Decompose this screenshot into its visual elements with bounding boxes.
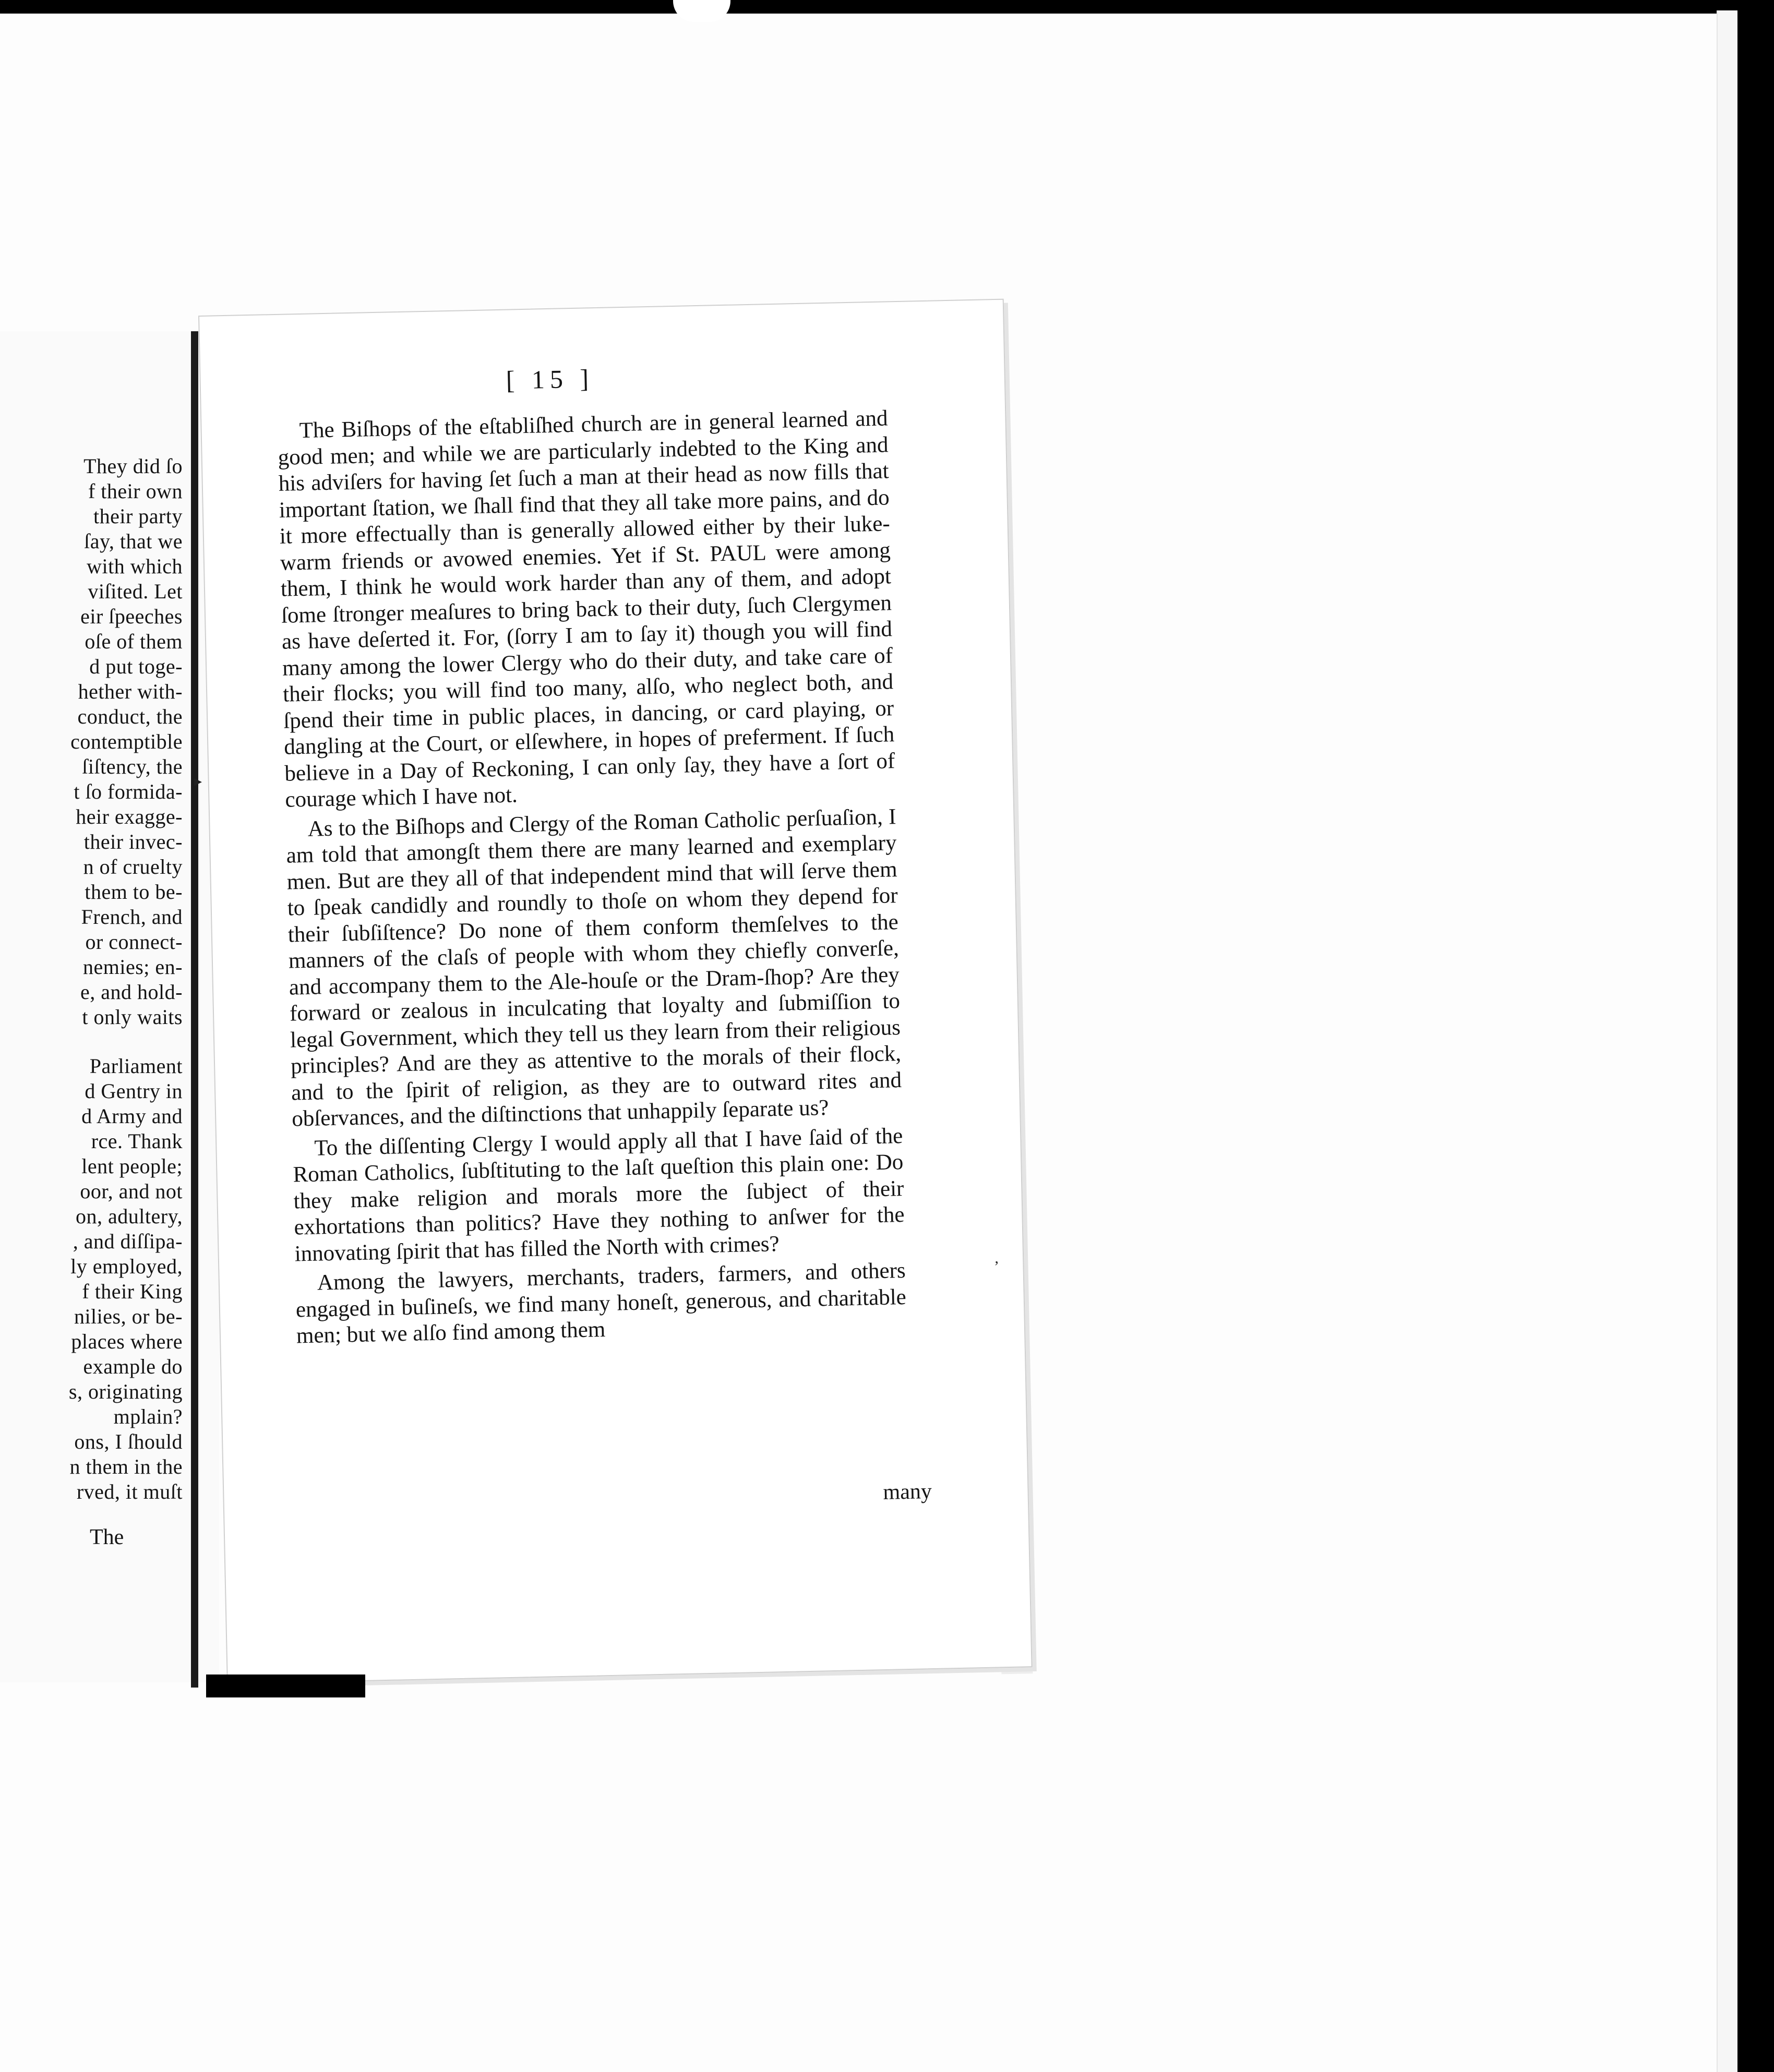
previous-page-line: French, and — [81, 905, 183, 929]
previous-page-line: viſited. Let — [88, 580, 183, 603]
previous-page-line: f their King — [82, 1280, 183, 1303]
previous-page-line: ſay, that we — [84, 529, 183, 553]
binding-tab — [206, 1675, 365, 1697]
previous-page-line: conduct, the — [77, 705, 183, 728]
previous-page-line: heir exagge- — [76, 805, 183, 828]
previous-page-line: rved, it muſt — [76, 1480, 183, 1503]
body-text — [277, 405, 907, 1353]
previous-page-line: ſiſtency, the — [82, 755, 183, 778]
paragraph-roman-catholic-clergy: As to the Biſhops and Clergy of the Roman Catholic perſuaſion, I am told that amongſt them there are many learned and exemplary men. But are they all of that independent mind that will ſerve them to ſpeak candidly and roundly to thoſe on whom they depend for their ſubſiſtence? Do none of them conform themſelves to the manners of the claſs of people with whom they chiefly converſe, and accompany them to the Ale-houſe or the Dram-ſhop? Are they forward or zealous in inculcating that loyalty and ſubmiſſion to legal Government, which they tell us they learn from their religious principles? And are they as attentive to the morals of their flock, and to the ſpirit of religion, as they are to outward rites and obſervances, and the diſtinctions that unhappily ſeparate us? — [286, 804, 902, 1131]
paragraph-lawyers-merchants: Among the lawyers, merchants, traders, farmers, and others engaged in buſineſs, we find many honeſt, generous, and charitable men; but we alſo find among them — [295, 1258, 907, 1348]
previous-page-catchword: The — [90, 1525, 124, 1549]
previous-page-line: t ſo formida- — [74, 780, 183, 803]
previous-page-line: oſe of them — [85, 630, 183, 653]
previous-page-line: lent people; — [81, 1154, 183, 1178]
page-curl-right — [1717, 10, 1739, 2072]
previous-page-line: nilies, or be- — [74, 1305, 183, 1328]
previous-page-line: d Gentry in — [85, 1079, 183, 1103]
previous-page-line: n of cruelty — [83, 855, 183, 878]
previous-page-line: oor, and not — [80, 1179, 183, 1203]
previous-page-line: them to be- — [85, 880, 183, 904]
previous-page-line: ons, I ſhould — [74, 1430, 183, 1453]
paragraph-bishops-established: The Biſhops of the eſtabliſhed church are in general learned and good men; and while we are particularly indebted to the King and his adviſers for having ſet ſuch a man at their head as now fills that important ſtation, we ſhall find that they all take more pains, and do it more effectually than is generally allowed either by their luke-warm friends or avowed enemies. Yet if St. PAUL were among them, I think he would work harder than any of them, and adopt ſome ſtronger meaſures to bring back to their duty, ſuch Clergymen as have deſerted it. For, (ſorry I am to ſay it) though you will find many among the lower Clergy who do their duty, and take care of their flocks; you will find too many, alſo, who neglect both, and ſpend their time in public places, in dancing, or card playing, or dangling at the Court, or elſewhere, in hopes of preferment. If ſuch believe in a Day of Reckoning, I can only ſay, they have a ſort of courage which I have not. — [278, 406, 895, 812]
scan-notch — [673, 0, 730, 22]
previous-page-line: with which — [87, 555, 183, 578]
previous-page-line: , and diſſipa- — [73, 1230, 183, 1253]
previous-page-line: hether with- — [78, 680, 183, 703]
margin-ink-mark: ‚ — [994, 1249, 999, 1267]
previous-page-line: or connect- — [85, 930, 183, 954]
previous-page-line: example do — [83, 1355, 183, 1378]
previous-page-line: nemies; en- — [83, 955, 183, 979]
previous-page-line: n them in the — [69, 1455, 183, 1478]
previous-page-line: their invec- — [83, 830, 183, 853]
gutter-fold — [191, 331, 198, 1688]
paragraph-dissenting-clergy: To the diſſenting Clergy I would apply all that I have ſaid of the Roman Catholics, ſubſtituting to the laſt queſtion this plain one: Do they make religion and morals more the ſubject of their exhortations than politics? Have they nothing to anſwer for the innovating ſpirit that has filled the North with crimes? — [293, 1123, 905, 1267]
scan-border-right — [1737, 0, 1774, 2072]
previous-page-line: f their own — [88, 479, 183, 503]
previous-page-line: contemptible — [70, 730, 183, 753]
previous-page-line: e, and hold- — [80, 980, 183, 1004]
previous-page-line: eir ſpeeches — [80, 605, 183, 628]
page-15 — [198, 299, 1033, 1684]
previous-page-line: places where — [71, 1330, 183, 1353]
previous-page-line: ly employed, — [70, 1255, 183, 1278]
margin-arrow-mark: ▸ — [194, 773, 202, 790]
page-catchword: many — [883, 1479, 932, 1505]
previous-page-line: They did ſo — [83, 454, 183, 478]
page-number: [ 15 ] — [506, 364, 594, 395]
previous-page-line: rce. Thank — [91, 1129, 183, 1153]
previous-page-line: t only waits — [82, 1005, 183, 1029]
previous-page-line: on, adultery, — [76, 1204, 183, 1228]
previous-page-line: d Army and — [81, 1104, 183, 1128]
previous-page-line: their party — [93, 504, 183, 528]
previous-page-line: d put toge- — [89, 655, 183, 678]
previous-page-line: s, originating — [68, 1380, 183, 1403]
previous-page-line: Parliament — [89, 1054, 183, 1078]
scan-border-top — [0, 0, 1774, 14]
previous-page-line: mplain? — [113, 1405, 183, 1428]
previous-page-fragment — [0, 331, 219, 1682]
